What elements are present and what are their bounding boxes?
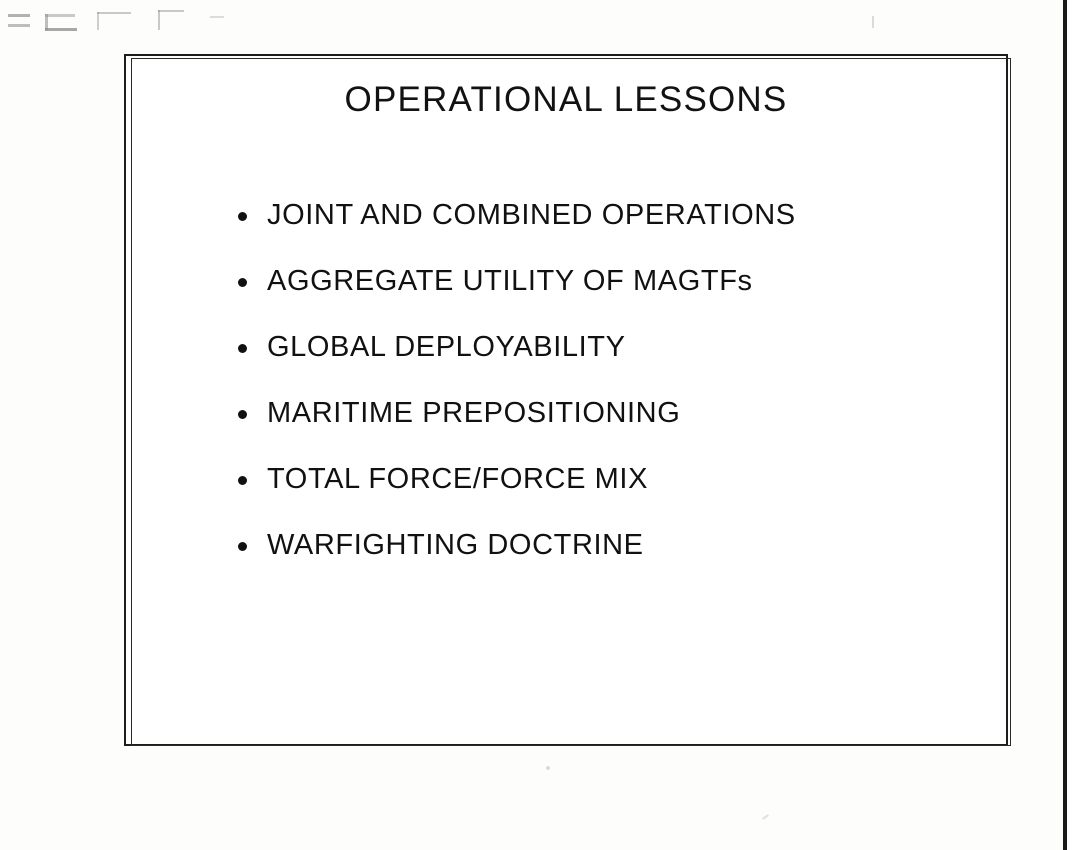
bullet-dot-icon <box>238 542 247 551</box>
list-item-label: GLOBAL DEPLOYABILITY <box>267 331 626 363</box>
list-item-label: AGGREGATE UTILITY OF MAGTFs <box>267 265 753 297</box>
scan-artifact <box>546 766 550 770</box>
scan-artifact <box>45 14 48 30</box>
bullet-list <box>238 196 966 592</box>
scan-artifact <box>158 10 160 30</box>
scan-artifact <box>97 12 99 30</box>
list-item <box>238 328 966 372</box>
bullet-dot-icon <box>238 410 247 419</box>
scan-artifact <box>97 12 131 14</box>
scan-artifact <box>8 14 30 17</box>
bullet-dot-icon <box>238 344 247 353</box>
scan-artifact <box>8 24 30 27</box>
scan-artifact <box>210 16 224 18</box>
scan-margin <box>1067 0 1091 850</box>
slide-frame <box>124 54 1008 746</box>
scan-artifact <box>872 16 874 28</box>
list-item-label: MARITIME PREPOSITIONING <box>267 397 681 429</box>
scan-artifact <box>158 10 184 12</box>
list-item <box>238 196 966 240</box>
list-item-label: JOINT AND COMBINED OPERATIONS <box>267 199 796 231</box>
list-item <box>238 526 966 570</box>
list-item <box>238 394 966 438</box>
list-item-label: WARFIGHTING DOCTRINE <box>267 529 644 561</box>
bullet-dot-icon <box>238 212 247 221</box>
slide-content <box>126 56 1006 744</box>
slide-title: OPERATIONAL LESSONS <box>344 80 788 119</box>
scan-artifact <box>762 814 769 820</box>
bullet-dot-icon <box>238 476 247 485</box>
bullet-dot-icon <box>238 278 247 287</box>
scan-artifact <box>45 14 75 17</box>
list-item-label: TOTAL FORCE/FORCE MIX <box>267 463 649 495</box>
list-item <box>238 262 966 306</box>
scan-artifact <box>45 28 77 31</box>
list-item <box>238 460 966 504</box>
